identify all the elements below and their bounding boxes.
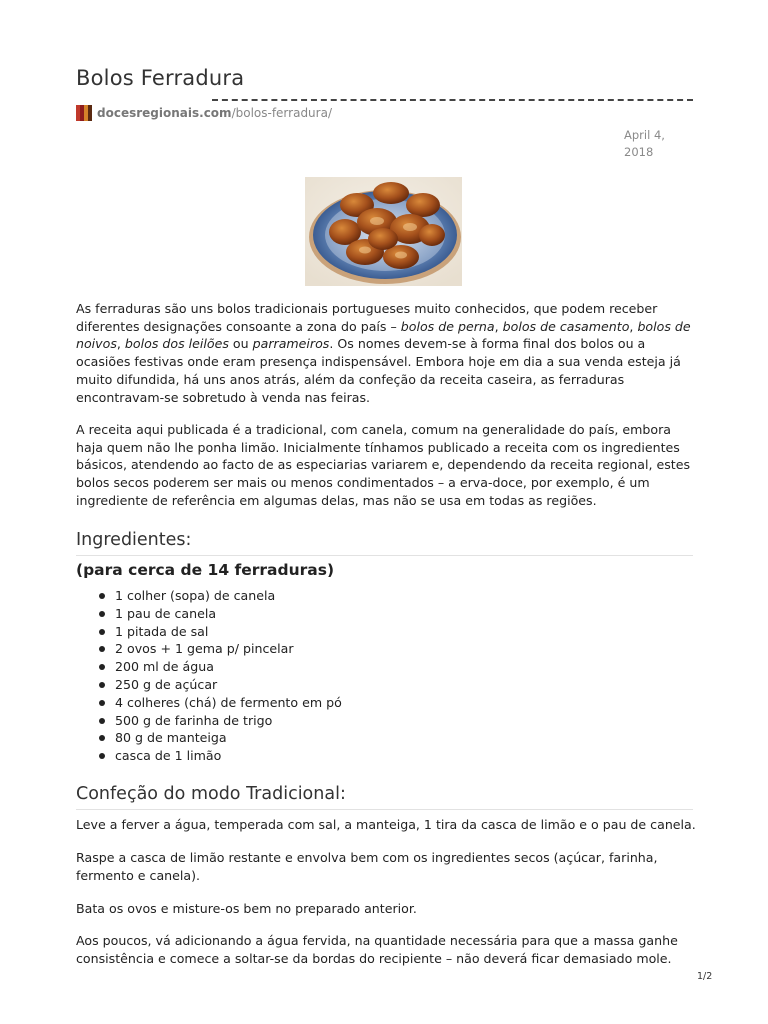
intro-text-a: As ferraduras são uns bolos tradicionais portugueses muito conhecidos, que podem receber diferentes designações consoante a zona do país –: [76, 301, 658, 334]
bullet-icon: [99, 593, 105, 599]
method-step-2: Raspe a casca de limão restante e envolva bem com os ingredientes secos (açúcar, farinha, fermento e canela).: [76, 850, 658, 883]
ingredient-text: 80 g de manteiga: [115, 730, 227, 746]
intro-sep-2: ,: [629, 318, 638, 334]
method-heading: Confeção do modo Tradicional:: [76, 784, 346, 804]
intro-term-1: bolos de perna: [400, 318, 495, 334]
intro-term-3: bolos de noivos: [76, 318, 691, 352]
intro-term-2: bolos de casamento: [502, 318, 630, 334]
bullet-icon: [99, 664, 105, 670]
ingredients-rule: [76, 555, 693, 556]
bullet-icon: [99, 646, 105, 652]
ingredients-yield: (para cerca de 14 ferraduras): [76, 561, 335, 579]
site-favicon-icon: [76, 105, 92, 121]
method-rule: [76, 809, 693, 810]
ingredient-item: [99, 729, 342, 747]
ingredient-text: 200 ml de água: [115, 659, 214, 675]
page-title: Bolos Ferradura: [76, 66, 245, 90]
ingredient-item: [99, 712, 342, 730]
ingredient-item: [99, 640, 342, 658]
bullet-icon: [99, 718, 105, 724]
source-domain: docesregionais.com: [97, 106, 232, 120]
bullet-icon: [99, 700, 105, 706]
recipe-photo: [305, 177, 462, 286]
bullet-icon: [99, 735, 105, 741]
intro-sep-3: ,: [116, 336, 125, 352]
method-step-4: Aos poucos, vá adicionando a água fervida, na quantidade necessária para que a massa ganhe consistência e comece a soltar-se da bordas do recipiente – não deverá ficar demasiado mole.: [76, 933, 678, 966]
bolos-ferradura-image: [305, 177, 462, 286]
page-number: 1/2: [697, 971, 713, 982]
ingredient-text: 1 pau de canela: [115, 605, 217, 621]
source-path: /bolos-ferradura/: [231, 106, 332, 120]
ingredient-item: [99, 694, 342, 712]
intro-text-b: . Os nomes devem-se à forma final dos bolos ou a ocasiões festivas onde eram presença indispensável. Embora hoje em dia a sua venda esteja já muito difundida, há uns anos atrás, além da confeção da receita caseira, as ferraduras encontravam-se sobretudo à venda nas feiras.: [76, 336, 681, 405]
ingredient-text: casca de 1 limão: [115, 748, 222, 764]
method-step-1: Leve a ferver a água, temperada com sal, a manteiga, 1 tira da casca de limão e o pau de canela.: [76, 817, 696, 832]
ingredients-heading: Ingredientes:: [76, 530, 192, 550]
ingredient-item: [99, 658, 342, 676]
intro-term-4: bolos dos leilões: [124, 336, 229, 352]
bullet-icon: [99, 629, 105, 635]
ingredient-item: [99, 605, 342, 623]
intro-sep-1: ,: [494, 318, 503, 334]
title-divider: [212, 99, 693, 101]
ingredient-item: [99, 676, 342, 694]
source-link[interactable]: [76, 104, 332, 122]
ingredient-text: 1 pitada de sal: [115, 623, 209, 639]
ingredient-item: [99, 587, 342, 605]
ingredient-text: 1 colher (sopa) de canela: [115, 588, 276, 603]
date-line-2: 2018: [624, 145, 654, 159]
publish-date: [624, 127, 694, 161]
ingredient-text: 4 colheres (chá) de fermento em pó: [115, 694, 342, 710]
ingredient-text: 500 g de farinha de trigo: [115, 712, 273, 728]
date-line-1: April 4,: [624, 128, 665, 142]
intro-paragraph-2: A receita aqui publicada é a tradicional, com canela, comum na generalidade do país, embora haja quem não lhe ponha limão. Inicialmente tínhamos publicado a receita com os ingredientes básicos, atendendo ao facto de as especiarias variarem e, dependendo da receita regional, estes bolos secos poderem ser mais ou menos condimentados – a erva-doce, por exemplo, é um ingrediente de referência em algumas delas, mas não se usa em todas as regiões.: [76, 422, 691, 508]
ingredient-text: 250 g de açúcar: [115, 676, 218, 692]
ingredient-item: [99, 623, 342, 641]
ingredient-text: 2 ovos + 1 gema p/ pincelar: [115, 641, 294, 657]
intro-sep-4: ou: [228, 336, 253, 352]
bullet-icon: [99, 611, 105, 617]
bullet-icon: [99, 753, 105, 759]
intro-paragraph-1: [76, 300, 696, 406]
method-step-3: Bata os ovos e misture-os bem no preparado anterior.: [76, 901, 417, 916]
ingredients-list: [99, 587, 342, 765]
ingredient-item: [99, 747, 342, 765]
intro-term-5: parrameiros: [252, 336, 330, 352]
bullet-icon: [99, 682, 105, 688]
